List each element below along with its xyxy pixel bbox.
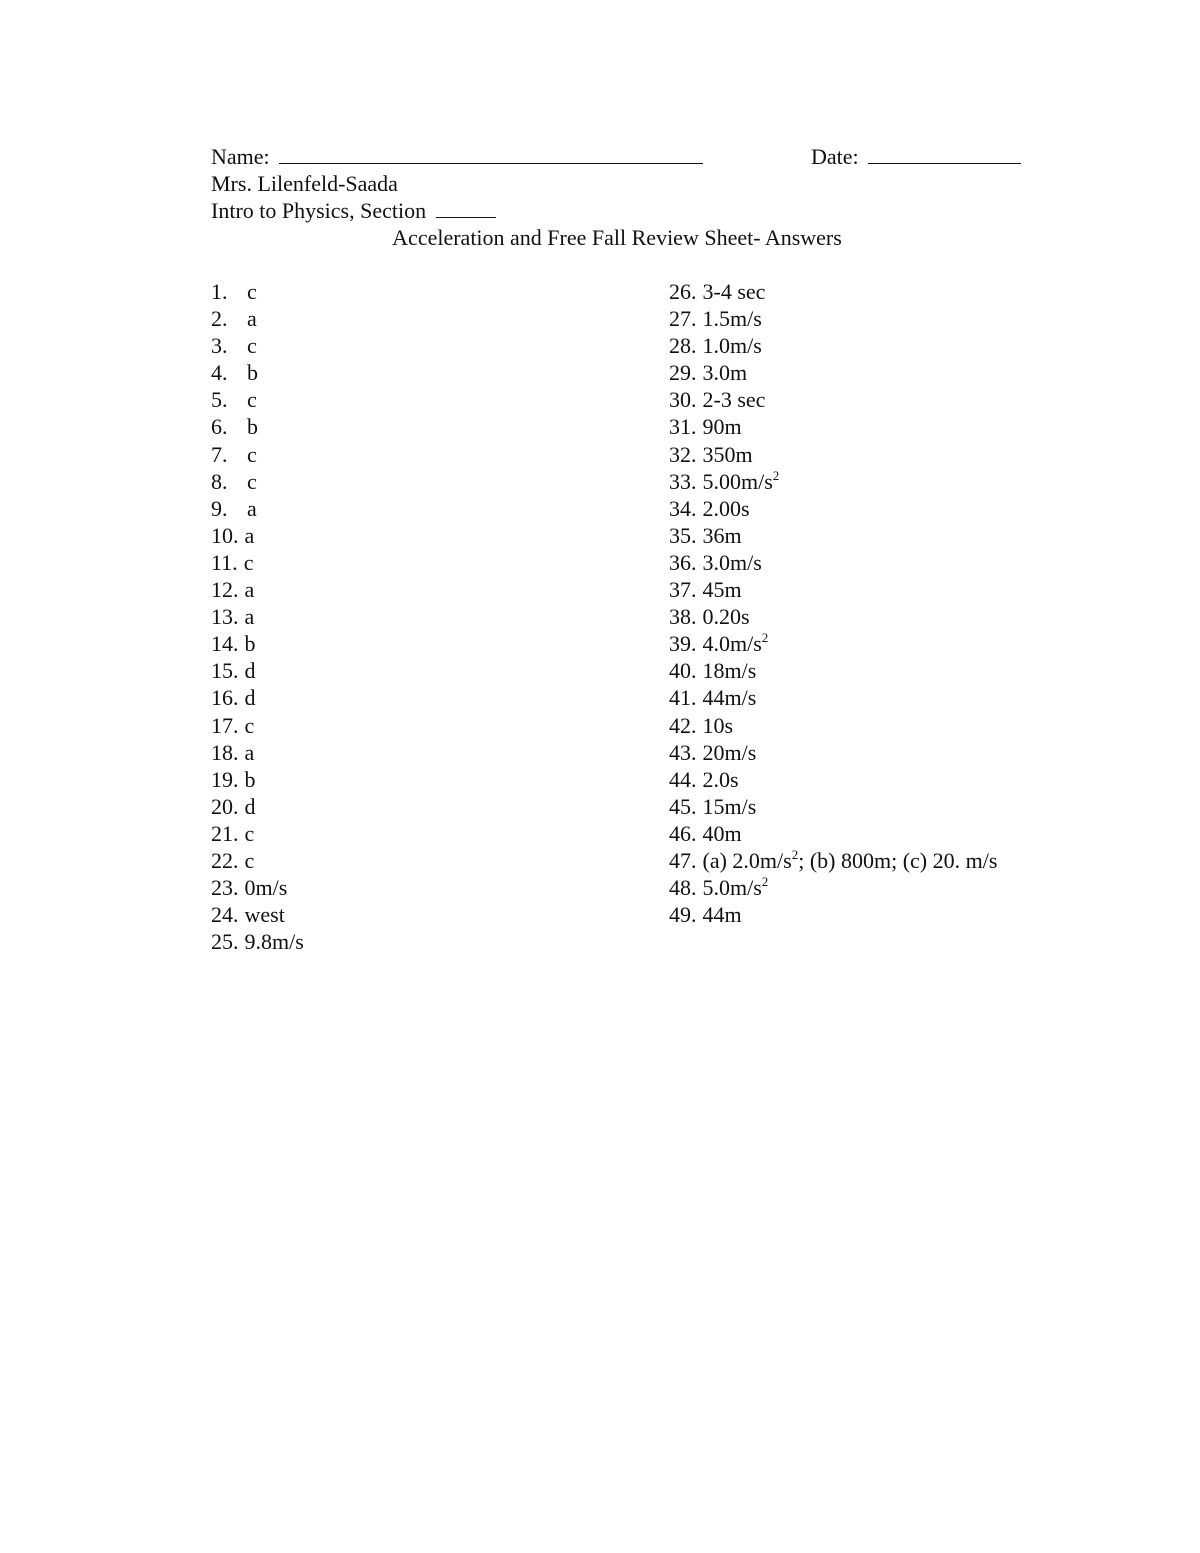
answer-number: 18. [211,739,239,765]
answer-row [211,441,304,468]
answer-row [211,684,304,711]
answer-row [669,495,997,522]
answer-row [211,278,304,305]
answer-text: a [247,495,257,521]
date-label: Date: [811,144,859,169]
answer-exponent: 2 [772,467,780,483]
course-label: Intro to Physics, Section [211,198,427,223]
answer-row [211,413,304,440]
answer-row [669,793,997,820]
answer-text: c [247,333,257,359]
answer-number: 3. [211,333,228,359]
answer-number: 43. [669,739,697,765]
answer-row [669,603,997,630]
answer-row [211,820,304,847]
answer-row [669,766,997,793]
answer-number: 44. [669,766,697,792]
answer-number: 28. [669,333,697,359]
answer-number: 16. [211,685,239,711]
answer-row [669,874,997,901]
answer-text-continued: ; (b) 800m; (c) 20. m/s [798,847,998,873]
answer-text: west [244,902,285,928]
answer-row [669,305,997,332]
answer-number: 5. [211,387,228,413]
answer-number: 47. [669,847,697,873]
answer-number: 17. [211,712,239,738]
answer-number: 42. [669,712,697,738]
answer-number: 13. [211,604,239,630]
answer-text: (a) 2.0m/s [702,847,792,873]
answer-text: c [247,441,257,467]
answer-row [669,712,997,739]
answer-number: 27. [669,306,697,332]
answer-row [211,847,304,874]
answer-text: d [244,685,256,711]
answer-row [211,522,304,549]
answer-text: c [247,468,257,494]
course-line [211,197,496,224]
name-blank [279,145,703,164]
answer-text: 5.00m/s [702,468,773,494]
answer-text: 44m/s [702,685,757,711]
name-label: Name: [211,144,270,169]
answer-text: c [247,279,257,304]
answer-number: 40. [669,658,697,684]
answer-row [211,901,304,928]
answer-row [211,495,304,522]
answer-row [669,820,997,847]
answer-number: 20. [211,793,239,819]
answer-row [669,332,997,359]
answer-number: 1. [211,279,228,304]
answer-number: 37. [669,577,697,603]
answer-text: 90m [702,414,742,440]
answer-row [669,576,997,603]
answers-left-column [211,278,304,955]
answer-text: 2.0s [702,766,739,792]
answer-row [211,332,304,359]
answer-row [669,630,997,657]
answer-row [211,874,304,901]
answer-row [669,413,997,440]
answer-number: 23. [211,875,239,901]
answer-number: 30. [669,387,697,413]
answer-row [669,522,997,549]
answer-text: 5.0m/s [702,875,762,901]
answer-text: 3-4 sec [702,279,766,304]
answer-number: 32. [669,441,697,467]
answer-row [669,359,997,386]
answer-text: a [247,306,257,332]
answer-number: 12. [211,577,239,603]
date-line [811,143,1021,170]
answer-number: 45. [669,793,697,819]
name-line [211,143,703,170]
answer-number: 41. [669,685,697,711]
answer-number: 35. [669,522,697,548]
answer-number: 7. [211,441,228,467]
answer-row [211,657,304,684]
answer-number: 24. [211,902,239,928]
answer-number: 39. [669,631,697,657]
answer-row [211,386,304,413]
answer-text: d [244,793,256,819]
answer-text: 9.8m/s [244,929,304,955]
date-blank [868,145,1021,164]
answer-number: 21. [211,820,239,846]
answer-row [211,576,304,603]
answer-row [211,603,304,630]
answer-number: 33. [669,468,697,494]
answer-row [669,468,997,495]
answer-text: 36m [702,522,742,548]
answer-text: 1.5m/s [702,306,762,332]
answer-row [669,847,997,874]
answer-row [211,712,304,739]
answer-number: 15. [211,658,239,684]
answer-text: b [247,360,258,386]
answer-text: 40m [702,820,742,846]
answer-exponent: 2 [761,630,769,646]
answer-row [669,901,997,928]
answer-text: 0.20s [702,604,750,630]
answer-text: 10s [702,712,734,738]
answer-row [211,630,304,657]
answer-row [669,386,997,413]
answer-row [211,359,304,386]
answer-text: c [244,847,255,873]
teacher-name: Mrs. Lilenfeld-Saada [211,171,398,196]
answer-text: 0m/s [244,875,288,901]
answer-row [211,305,304,332]
section-blank [436,199,496,218]
answer-number: 38. [669,604,697,630]
answer-text: a [244,739,255,765]
answer-text: c [243,549,254,575]
answer-number: 14. [211,631,239,657]
answer-text: 15m/s [702,793,757,819]
page-title: Acceleration and Free Fall Review Sheet- Answers [392,225,842,250]
answer-row [211,739,304,766]
answer-text: 4.0m/s [702,631,762,657]
answer-text: c [244,712,255,738]
answer-row [211,468,304,495]
answer-exponent: 2 [761,874,769,890]
answer-text: 44m [702,902,742,928]
answer-row [669,739,997,766]
answer-text: a [244,522,255,548]
answer-text: c [244,820,255,846]
answer-row [669,278,997,305]
answer-text: b [244,631,256,657]
answer-text: 350m [702,441,753,467]
answer-number: 36. [669,549,697,575]
answer-text: d [244,658,256,684]
answer-text: 2-3 sec [702,387,766,413]
answer-row [211,793,304,820]
answer-text: a [244,604,255,630]
answer-number: 10. [211,522,239,548]
answer-number: 9. [211,495,228,521]
answer-text: 18m/s [702,658,757,684]
answers-right-column [669,278,997,928]
answer-number: 34. [669,495,697,521]
answer-number: 11. [211,549,238,575]
answer-text: 1.0m/s [702,333,762,359]
answer-number: 46. [669,820,697,846]
answer-row [211,928,304,955]
answer-text: 2.00s [702,495,750,521]
answer-text: b [247,414,258,440]
answer-number: 26. [669,279,697,304]
answer-row [669,549,997,576]
answer-text: 45m [702,577,742,603]
answer-number: 29. [669,360,697,386]
answer-text: 3.0m [702,360,748,386]
answer-number: 22. [211,847,239,873]
answer-number: 19. [211,766,239,792]
answer-exponent: 2 [791,846,799,862]
answer-row [669,441,997,468]
answer-number: 6. [211,414,228,440]
answer-text: 20m/s [702,739,757,765]
answer-number: 31. [669,414,697,440]
answer-number: 8. [211,468,228,494]
answer-row [669,657,997,684]
answer-row [211,549,304,576]
answer-number: 25. [211,929,239,955]
answer-text: b [244,766,256,792]
answer-row [669,684,997,711]
answer-text: 3.0m/s [702,549,762,575]
answer-number: 2. [211,306,228,332]
answer-text: a [244,577,255,603]
answer-row [211,766,304,793]
answer-text: c [247,387,257,413]
answer-number: 49. [669,902,697,928]
answer-number: 4. [211,360,228,386]
answer-number: 48. [669,875,697,901]
